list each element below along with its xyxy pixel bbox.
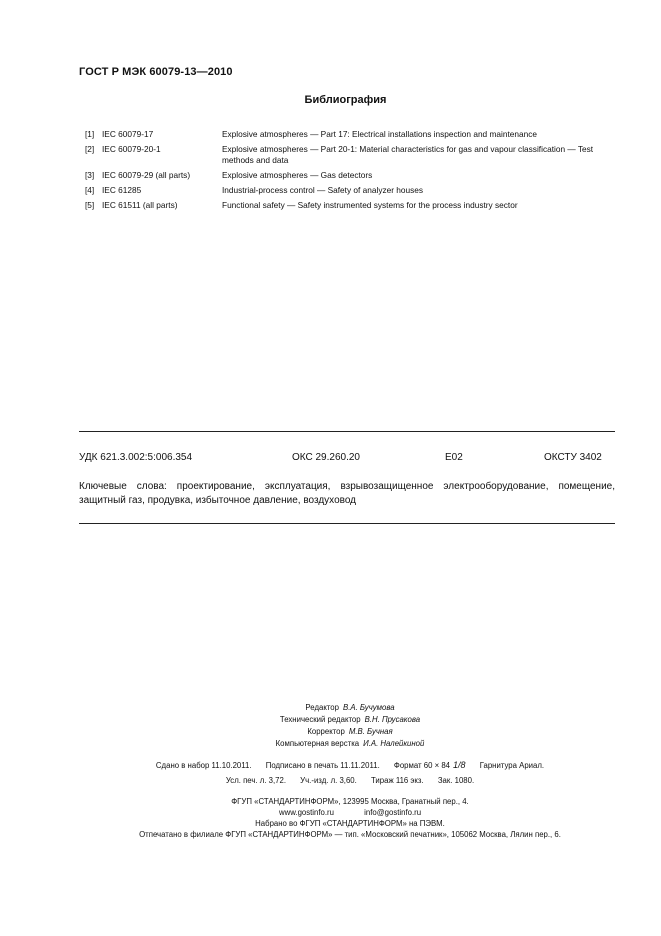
divider	[79, 431, 615, 432]
printed-info: Отпечатано в филиале ФГУП «СТАНДАРТИНФОРМ» — тип. «Московский печатник», 105062 Москва, Лялин пер., 6.	[139, 830, 561, 839]
publisher-email: info@gostinfo.ru	[364, 808, 422, 817]
credit-name: И.А. Налейкиной	[363, 739, 425, 748]
entry-title: Industrial-process control — Safety of analyzer houses	[222, 185, 424, 195]
bibliography-entry	[85, 144, 615, 166]
credit-role: Технический редактор	[279, 715, 361, 724]
typeset-info: Набрано во ФГУП «СТАНДАРТИНФОРМ» на ПЭВМ.	[255, 819, 445, 828]
entry-title: Explosive atmospheres — Gas detectors	[222, 170, 373, 180]
udk-code: УДК 621.3.002:5:006.354	[79, 452, 193, 463]
print-info	[100, 758, 600, 788]
publisher-name: ФГУП «СТАНДАРТИНФОРМ», 123995 Москва, Гранатный пер., 4.	[231, 797, 469, 806]
credit-line	[200, 714, 500, 726]
bibliography-entry	[85, 170, 615, 181]
entry-code: IEC 60079-20-1	[102, 144, 161, 154]
entry-code: IEC 61285	[102, 185, 142, 195]
uch-sheets: Уч.-изд. л. 3,60.	[300, 776, 357, 785]
bibliography-entry	[85, 200, 615, 211]
standard-header: ГОСТ Р МЭК 60079-13—2010	[79, 66, 233, 78]
credit-role: Компьютерная верстка	[275, 739, 360, 748]
credit-name: В.Н. Прусакова	[364, 715, 421, 724]
bibliography-entry	[85, 185, 615, 196]
credit-line	[200, 702, 500, 714]
credit-name: М.В. Бучная	[348, 727, 393, 736]
entry-code: IEC 60079-29 (all parts)	[102, 170, 191, 180]
font-info: Гарнитура Ариал.	[479, 761, 545, 770]
entry-number: [3]	[85, 170, 95, 180]
e-code: Е02	[445, 452, 463, 463]
print-line-2	[100, 773, 600, 788]
credit-role: Корректор	[307, 727, 345, 736]
bibliography-title: Библиография	[304, 94, 387, 106]
format-prefix: Формат 60 × 84	[393, 761, 451, 770]
credit-line	[200, 738, 500, 750]
entry-title: Explosive atmospheres — Part 17: Electrical installations inspection and maintenance	[222, 129, 537, 139]
keywords: Ключевые слова: проектирование, эксплуатация, взрывозащищенное электрооборудование, помещение, защитный газ, продувка, избыточное давление, воздуховод	[79, 481, 615, 506]
bibliography-entry	[85, 129, 615, 140]
entry-code: IEC 61511 (all parts)	[102, 200, 178, 210]
credit-role: Редактор	[305, 703, 339, 712]
sent-date: Сдано в набор 11.10.2011.	[155, 761, 252, 770]
credit-name: В.А. Бучумова	[343, 703, 395, 712]
publisher-contacts	[60, 807, 640, 818]
order-number: Зак. 1080.	[437, 776, 475, 785]
entry-title: Explosive atmospheres — Part 20-1: Material characteristics for gas and vapour classification — Test methods and data	[222, 144, 594, 165]
entry-number: [4]	[85, 185, 95, 195]
entry-number: [1]	[85, 129, 95, 139]
divider	[79, 523, 615, 524]
entry-title: Functional safety — Safety instrumented systems for the process industry sector	[222, 200, 518, 210]
format	[394, 761, 466, 770]
usl-sheets: Усл. печ. л. 3,72.	[225, 776, 286, 785]
okstu-code: ОКСТУ 3402	[544, 452, 602, 463]
circulation: Тираж 116 экз.	[371, 776, 424, 785]
credit-line	[200, 726, 500, 738]
publisher-site: www.gostinfo.ru	[278, 808, 334, 817]
entry-code: IEC 60079-17	[102, 129, 154, 139]
format-fraction: 1/8	[453, 760, 466, 770]
entry-number: [5]	[85, 200, 95, 210]
bibliography-list	[85, 129, 615, 215]
print-line-1	[100, 758, 600, 773]
credits-block	[200, 702, 500, 750]
entry-number: [2]	[85, 144, 95, 154]
oks-code: ОКС 29.260.20	[292, 452, 360, 463]
signed-date: Подписано в печать 11.11.2011.	[265, 761, 380, 770]
publisher-block	[60, 796, 640, 840]
